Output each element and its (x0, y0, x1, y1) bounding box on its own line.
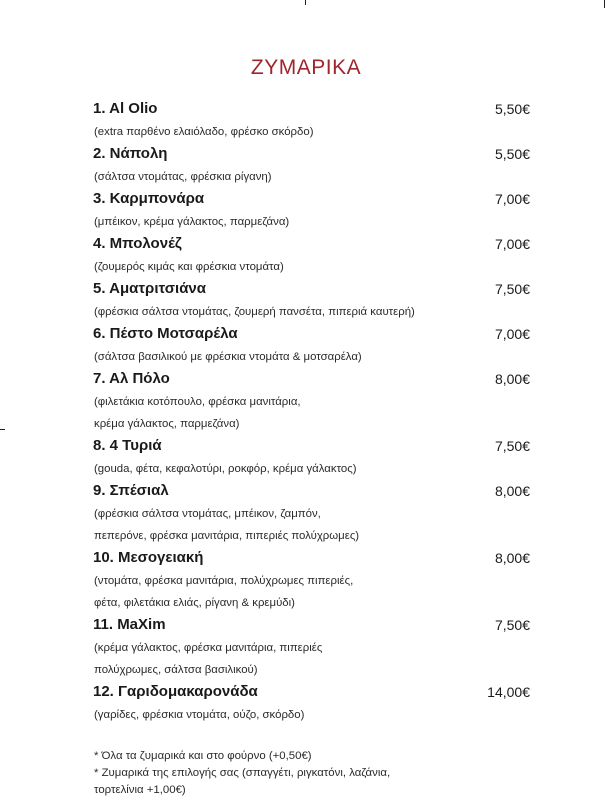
menu-item (93, 681, 533, 726)
menu-item-description: (φιλετάκια κοτόπουλο, φρέσκα μανιτάρια, (94, 396, 301, 408)
menu-item-description: (extra παρθένο ελαιόλαδο, φρέσκο σκόρδο) (94, 126, 314, 138)
menu-item (93, 614, 533, 681)
menu-item-name: 2. Νάπολη (93, 145, 168, 162)
menu-item (93, 547, 533, 614)
menu-item (93, 233, 533, 278)
menu-item-price: 7,50€ (494, 617, 530, 633)
menu-item-name: 10. Μεσογειακή (93, 549, 204, 566)
menu-item-price: 8,00€ (494, 483, 530, 499)
menu-item-price: 7,50€ (494, 438, 530, 454)
menu-item-price: 7,00€ (494, 191, 530, 207)
menu-item-description: (gouda, φέτα, κεφαλοτύρι, ροκφόρ, κρέμα γάλακτος) (94, 463, 357, 475)
footnote: * Όλα τα ζυμαρικά και στο φούρνο (+0,50€) (94, 750, 312, 762)
footnote: * Ζυμαρικά της επιλογής σας (σπαγγέτι, ριγκατόνι, λαζάνια, (94, 767, 391, 779)
menu-item-description: (σάλτσα βασιλικού με φρέσκια ντομάτα & μοτσαρέλα) (94, 351, 362, 363)
menu-item-description: (φρέσκια σάλτσα ντομάτας, ζουμερή πανσέτα, πιπεριά καυτερή) (94, 306, 415, 318)
menu-item (93, 188, 533, 233)
crop-mark-left-middle (0, 429, 5, 430)
menu-item (93, 278, 533, 323)
menu-footnotes (94, 748, 514, 799)
menu-item-description: πολύχρωμες, σάλτσα βασιλικού) (94, 664, 258, 676)
menu-item (93, 435, 533, 480)
menu-item-description: πεπερόνε, φρέσκα μανιτάρια, πιπεριές πολύχρωμες) (94, 530, 360, 542)
menu-item-description: (φρέσκια σάλτσα ντομάτας, μπέικον, ζαμπόν, (94, 508, 321, 520)
menu-item-price: 7,50€ (494, 281, 530, 297)
menu-item-description: κρέμα γάλακτος, παρμεζάνα) (94, 418, 240, 430)
menu-item-price: 5,50€ (494, 146, 530, 162)
menu-item-price: 7,00€ (494, 236, 530, 252)
menu-item-name: 12. Γαριδομακαρονάδα (93, 683, 258, 700)
menu-item-name: 3. Καρμπονάρα (93, 190, 205, 207)
menu-item (93, 98, 533, 143)
crop-mark-top-center (305, 0, 306, 5)
menu-item-description: φέτα, φιλετάκια ελιάς, ρίγανη & κρεμύδι) (94, 597, 295, 609)
menu-item-name: 8. 4 Τυριά (93, 437, 162, 454)
menu-item-name: 9. Σπέσιαλ (93, 482, 169, 499)
menu-item-name: 11. MaXim (93, 616, 166, 633)
menu-item (93, 480, 533, 547)
crop-mark-top-right (604, 0, 605, 8)
menu-item-description: (σάλτσα ντομάτας, φρέσκια ρίγανη) (94, 171, 272, 183)
menu-item-description: (γαρίδες, φρέσκια ντομάτα, ούζο, σκόρδο) (94, 709, 305, 721)
menu-item (93, 368, 533, 435)
menu-item-description: (κρέμα γάλακτος, φρέσκα μανιτάρια, πιπεριές (94, 642, 323, 654)
menu-item-description: (ζουμερός κιμάς και φρέσκια ντομάτα) (94, 261, 284, 273)
menu-item-price: 5,50€ (494, 101, 530, 117)
menu-item-description: (μπέικον, κρέμα γάλακτος, παρμεζάνα) (94, 216, 290, 228)
menu-item-price: 8,00€ (494, 371, 530, 387)
menu-item-name: 1. Al Olio (93, 100, 158, 117)
menu-item-price: 7,00€ (494, 326, 530, 342)
menu-item-name: 7. Αλ Πόλο (93, 370, 170, 387)
menu-item-price: 14,00€ (487, 684, 530, 700)
menu-item (93, 323, 533, 368)
menu-section-title: ΖΥΜΑΡΙΚΑ (250, 56, 362, 79)
menu-item (93, 143, 533, 188)
menu-item-name: 5. Αματριτσιάνα (93, 280, 206, 297)
menu-item-name: 4. Μπολονέζ (93, 235, 182, 252)
menu-item-price: 8,00€ (494, 550, 530, 566)
menu-item-list (93, 98, 533, 726)
menu-item-name: 6. Πέστο Μοτσαρέλα (93, 325, 238, 342)
menu-item-description: (ντομάτα, φρέσκα μανιτάρια, πολύχρωμες πιπεριές, (94, 575, 354, 587)
footnote: τορτελίνια +1,00€) (94, 784, 186, 796)
